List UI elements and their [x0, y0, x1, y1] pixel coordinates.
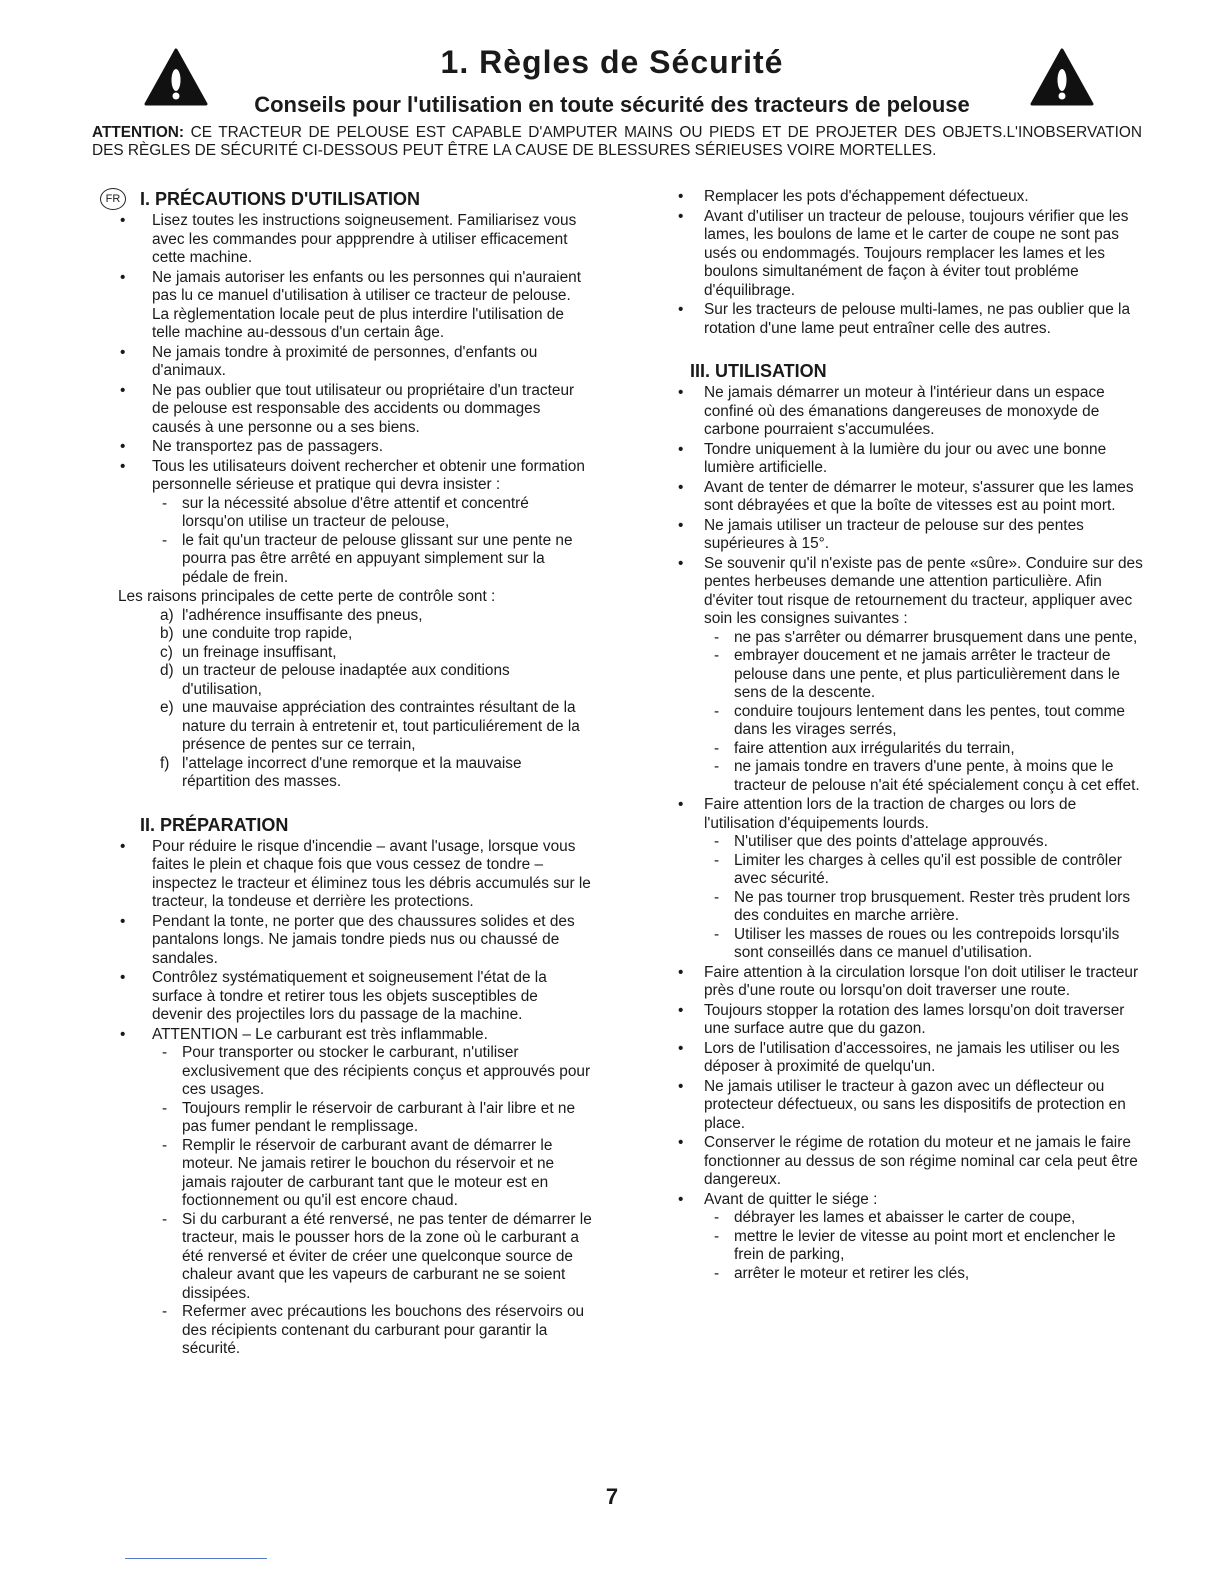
list-item [680, 555, 1144, 796]
sub-item: - débrayer les lames et abaisser le carter de coupe, [704, 1209, 1144, 1228]
list-item: • Toujours stopper la rotation des lames lorsqu'on doit traverser une surface autre que du gazon. [680, 1002, 1144, 1039]
sub-item: - mettre le levier de vitesse au point mort et enclencher le frein de parking, [704, 1228, 1144, 1265]
bullet-list [100, 212, 592, 587]
attention-label: ATTENTION: [92, 124, 185, 141]
list-item [680, 796, 1144, 963]
bullet-list [100, 838, 592, 1359]
list-item [680, 1191, 1144, 1284]
sub-item: - Toujours remplir le réservoir de carburant à l'air libre et ne pas fumer pendant le remplissage. [152, 1100, 592, 1137]
list-item-text: Avant de quitter le siége : [704, 1190, 878, 1208]
reason-item [160, 607, 592, 626]
reason-letter: c) [160, 643, 173, 661]
reason-text: une conduite trop rapide, [182, 625, 353, 642]
reason-text: une mauvaise appréciation des contraintes résultant de la nature du terrain à entretenir et, tout particuliérement de la présence de pentes sur ce terrain, [182, 699, 580, 753]
list-item: • Ne jamais tondre à proximité de personnes, d'enfants ou d'animaux. [100, 344, 592, 381]
list-item: • Ne transportez pas de passagers. [100, 438, 592, 457]
reason-text: l'attelage incorrect d'une remorque et la mauvaise répartition des masses. [182, 754, 522, 790]
bullet-list [680, 384, 1144, 1283]
section-heading [100, 188, 592, 210]
sub-item: - faire attention aux irrégularités du terrain, [704, 740, 1144, 759]
section-heading-text: I. PRÉCAUTIONS D'UTILISATION [140, 189, 420, 209]
reason-item [160, 625, 592, 644]
attention-warning [92, 124, 1142, 159]
list-item: • Avant de tenter de démarrer le moteur, s'assurer que les lames sont débrayées et que la boîte de vitesses est au point mort. [680, 479, 1144, 516]
sub-item: - Limiter les charges à celles qu'il est possible de contrôler avec sécurité. [704, 852, 1144, 889]
sub-item: - Ne pas tourner trop brusquement. Rester très prudent lors des conduites en marche arrière. [704, 889, 1144, 926]
sub-item: - le fait qu'un tracteur de pelouse glissant sur une pente ne pourra pas être arrêté en appuyant simplement sur la pédale de frein. [152, 532, 592, 588]
dash-list [704, 1209, 1144, 1283]
list-item: • Tondre uniquement à la lumière du jour ou avec une bonne lumière artificielle. [680, 441, 1144, 478]
sub-item: - Utiliser les masses de roues ou les contrepoids lorsqu'ils sont conseillés dans ce manuel d'utilisation. [704, 926, 1144, 963]
sub-item: - conduire toujours lentement dans les pentes, tout comme dans les virages serrés, [704, 703, 1144, 740]
page-title: 1. Règles de Sécurité [440, 44, 784, 80]
sub-item: - Si du carburant a été renversé, ne pas tenter de démarrer le tracteur, mais le pousser hors de la zone où le carburant a été renversé et éviter de créer une quelconque source de chaleur avant que les vapeurs de carburant ne se soient dissipées. [152, 1211, 592, 1304]
list-item: • Lisez toutes les instructions soigneusement. Familiarisez vous avec les commandes pour appprendre à utiliser efficacement cette machine. [100, 212, 592, 268]
sub-item: - arrêter le moteur et retirer les clés, [704, 1265, 1144, 1284]
bullet-list [680, 188, 1144, 338]
sub-item: - Remplir le réservoir de carburant avant de démarrer le moteur. Ne jamais retirer le bouchon du réservoir et ne jamais rajouter de carburant tant que le moteur est en foctionnement ou qu'il est encore chaud. [152, 1137, 592, 1211]
reason-letter: a) [160, 606, 174, 624]
reason-letter: e) [160, 699, 174, 716]
reason-item [160, 699, 592, 755]
list-item: • Pour réduire le risque d'incendie – avant l'usage, lorsque vous faites le plein et chaque fois que vous cessez de tondre – inspectez le tracteur et éliminez tous les débris accumulés sur le tracteur, la tondeuse et derrière les protections. [100, 838, 592, 912]
reason-item [160, 644, 592, 663]
right-column [680, 188, 1144, 1284]
list-item: • Contrôlez systématiquement et soigneusement l'état de la surface à tondre et retirer tous les objets susceptibles de devenir des projectiles lors du passage de la machine. [100, 969, 592, 1025]
list-item: • Sur les tracteurs de pelouse multi-lames, ne pas oublier que la rotation d'une lame peut entraîner celle des autres. [680, 301, 1144, 338]
dash-list [152, 1044, 592, 1359]
sub-item: - embrayer doucement et ne jamais arrêter le tracteur de pelouse dans une pente, et plus particulièrement dans le sens de la descente. [704, 647, 1144, 703]
list-item: • Ne jamais autoriser les enfants ou les personnes qui n'auraient pas lu ce manuel d'utilisation à utiliser ce tracteur de pelouse. La règlementation locale peut de plus interdire l'utilisation de telle machine au-dessous d'un certain âge. [100, 269, 592, 343]
list-item-text: Tous les utilisateurs doivent rechercher et obtenir une formation personnelle sérieuse et pratique qui devra insister : [152, 457, 585, 493]
dash-list [704, 629, 1144, 796]
reason-letter: d) [160, 662, 174, 679]
list-item [100, 1026, 592, 1359]
page-number: 7 [605, 1484, 619, 1509]
footer-rule [125, 1558, 267, 1559]
list-item-text: Se souvenir qu'il n'existe pas de pente «sûre». Conduire sur des pentes herbeuses demande une attention particulière. Afin d'éviter tout risque de retournement du tracteur, appliquer avec soin les consignes suivantes : [704, 554, 1143, 627]
reason-letter: f) [160, 754, 170, 772]
reason-text: un freinage insuffisant, [182, 643, 337, 661]
sub-item: - N'utiliser que des points d'attelage approuvés. [704, 833, 1144, 852]
dash-list [152, 495, 592, 588]
dash-list [704, 833, 1144, 963]
list-item-text: ATTENTION – Le carburant est très inflammable. [152, 1025, 488, 1043]
language-badge: FR [100, 188, 126, 210]
list-item: • Faire attention à la circulation lorsque l'on doit utiliser le tracteur près d'une route ou lorsqu'on doit traverser une route. [680, 964, 1144, 1001]
reason-item [160, 662, 592, 699]
sub-item: - Refermer avec précautions les bouchons des réservoirs ou des récipients contenant du carburant pour garantir la sécurité. [152, 1303, 592, 1359]
reason-letter: b) [160, 625, 174, 642]
sub-item: - ne jamais tondre en travers d'une pente, à moins que le tracteur de pelouse n'ait été spécialement conçu à cet effet. [704, 758, 1144, 795]
section-heading: III. UTILISATION [690, 361, 827, 381]
list-item: • Pendant la tonte, ne porter que des chaussures solides et des pantalons longs. Ne jamais tondre pieds nus ou chaussé de sandales. [100, 913, 592, 969]
list-item: • Ne jamais utiliser un tracteur de pelouse sur des pentes supérieures à 15°. [680, 517, 1144, 554]
sub-item: - sur la nécessité absolue d'être attentif et concentré lorsqu'on utilise un tracteur de pelouse, [152, 495, 592, 532]
reason-text: un tracteur de pelouse inadaptée aux conditions d'utilisation, [182, 662, 510, 698]
list-item: • Remplacer les pots d'échappement défectueux. [680, 188, 1144, 207]
reason-text: l'adhérence insuffisante des pneus, [182, 606, 423, 624]
attention-text: CE TRACTEUR DE PELOUSE EST CAPABLE D'AMPUTER MAINS OU PIEDS ET DE PROJETER DES OBJETS.L'INOBSERVATION DES RÈGLES DE SÉCURITÉ CI-DESSOUS PEUT ÊTRE LA CAUSE DE BLESSURES SÉRIEUSES VOIRE MORTELLES. [92, 124, 1143, 159]
list-item: • Ne pas oublier que tout utilisateur ou propriétaire d'un tracteur de pelouse est responsable des accidents ou dommages causés à une personne ou a ses biens. [100, 382, 592, 438]
list-item: • Avant d'utiliser un tracteur de pelouse, toujours vérifier que les lames, les boulons de lame et le carter de coupe ne sont pas usés ou endommagés. Toujours remplacer les lames et les boulons simultanément de façon à éviter tout probléme d'équilibrage. [680, 208, 1144, 301]
section-heading: II. PRÉPARATION [140, 814, 289, 835]
list-item-text: Faire attention lors de la traction de charges ou lors de l'utilisation d'équipements lourds. [704, 796, 1077, 832]
list-item: • Lors de l'utilisation d'accessoires, ne jamais les utiliser ou les déposer à proximité de quelqu'un. [680, 1040, 1144, 1077]
list-item [100, 458, 592, 588]
page-subtitle: Conseils pour l'utilisation en toute sécurité des tracteurs de pelouse [254, 92, 970, 117]
sub-item: - Pour transporter ou stocker le carburant, n'utiliser exclusivement que des récipients conçus et approuvés pour ces usages. [152, 1044, 592, 1100]
reasons-list [100, 607, 592, 792]
left-column [100, 188, 592, 1360]
list-item: • Conserver le régime de rotation du moteur et ne jamais le faire fonctionner au dessus de son régime nominal car cela peut être dangereux. [680, 1134, 1144, 1190]
sub-item: - ne pas s'arrêter ou démarrer brusquement dans une pente, [704, 629, 1144, 648]
reason-item [160, 755, 592, 792]
reasons-intro: Les raisons principales de cette perte de contrôle sont : [118, 588, 496, 605]
list-item: • Ne jamais utiliser le tracteur à gazon avec un déflecteur ou protecteur défectueux, ou sans les dispositifs de protection en place. [680, 1078, 1144, 1134]
list-item: • Ne jamais démarrer un moteur à l'intérieur dans un espace confiné où des émanations dangereuses de monoxyde de carbone pourraient s'accumulées. [680, 384, 1144, 440]
